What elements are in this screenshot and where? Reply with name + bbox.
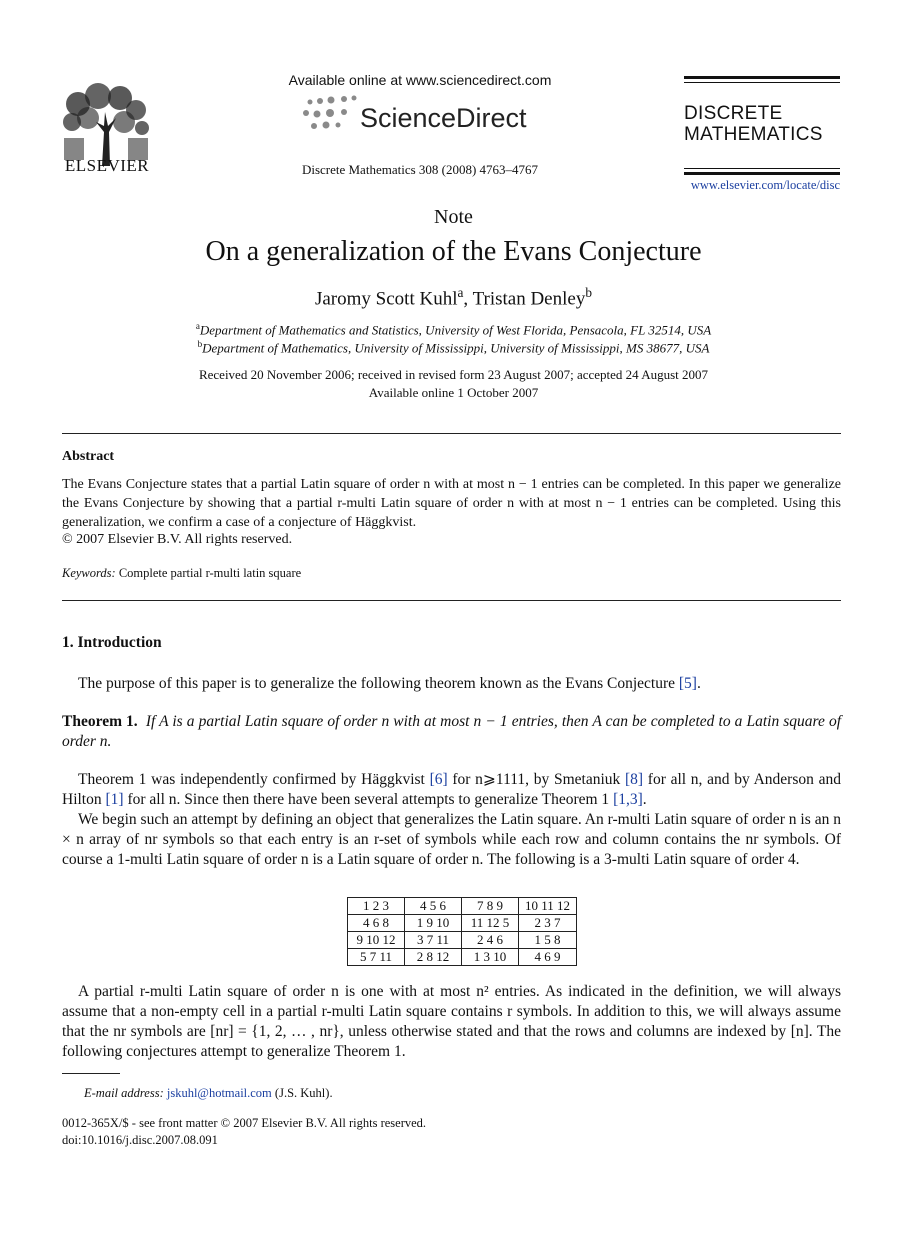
author-2-affil-mark: b [585, 285, 592, 300]
footnote-rule [62, 1073, 120, 1074]
author-1-affil-mark: a [457, 285, 464, 300]
citation-link[interactable]: [6] [429, 771, 448, 788]
journal-rule-bottom-thick [684, 172, 840, 175]
paragraph-confirm-text-2: for n⩾1111, by Smetaniuk [447, 771, 625, 788]
journal-title [684, 103, 844, 145]
table-row [348, 932, 577, 949]
sciencedirect-wordmark: ScienceDirect [360, 103, 527, 133]
email-footnote [84, 1086, 333, 1101]
affiliation-b-text: Department of Mathematics, University of Mississippi, University of Mississippi, MS 38677, USA [202, 340, 710, 356]
author-separator: , [463, 288, 473, 310]
doi-line: doi:10.1016/j.disc.2007.08.091 [62, 1133, 218, 1147]
table-cell: 4 6 9 [519, 949, 577, 966]
table-cell: 7 8 9 [462, 898, 519, 915]
paragraph-intro-text: The purpose of this paper is to generalize the following theorem known as the Evans Conjecture [78, 675, 679, 692]
journal-rule-bottom-thin [684, 168, 840, 169]
table-row [348, 898, 577, 915]
affiliation-b-mark: b [197, 339, 203, 349]
table-cell: 1 3 10 [462, 949, 519, 966]
author-list [0, 285, 907, 310]
keywords-text: Complete partial r-multi latin square [118, 566, 302, 580]
journal-title-line2: MATHEMATICS [684, 124, 823, 145]
journal-url-link[interactable]: www.elsevier.com/locate/disc [690, 178, 840, 192]
affiliation-a [0, 321, 907, 338]
email-label: E-mail address: [84, 1086, 164, 1100]
theorem-1 [62, 712, 841, 752]
table-cell: 11 12 5 [462, 915, 519, 932]
journal-rule-top-thin [684, 82, 840, 83]
table-cell: 4 6 8 [348, 915, 405, 932]
author-2: Tristan Denley [472, 288, 586, 310]
table-cell: 3 7 11 [405, 932, 462, 949]
citation-link[interactable]: [1,3] [613, 791, 643, 808]
latin-square-table [347, 897, 577, 966]
keywords [62, 566, 301, 581]
email-link[interactable]: jskuhl@hotmail.com [166, 1086, 272, 1100]
affiliation-a-mark: a [195, 321, 200, 331]
table-cell: 1 5 8 [519, 932, 577, 949]
available-online-text: Available online at www.sciencedirect.com [288, 72, 552, 88]
paragraph-confirm-text-4: for all n. Since then there have been several attempts to generalize Theorem 1 [123, 791, 614, 808]
theorem-1-label: Theorem 1. [62, 713, 138, 730]
table-cell: 1 2 3 [348, 898, 405, 915]
citation-link[interactable]: [5] [678, 675, 697, 692]
journal-rule-top-thick [684, 76, 840, 79]
abstract-heading: Abstract [62, 449, 115, 464]
citation-link[interactable]: [8] [625, 771, 644, 788]
paper-title: On a generalization of the Evans Conjecture [205, 236, 702, 267]
table-cell: 9 10 12 [348, 932, 405, 949]
publisher-name: ELSEVIER [64, 156, 150, 175]
affiliation-b [0, 339, 907, 356]
abstract-rule-bottom [62, 600, 841, 601]
received-dates: Received 20 November 2006; received in revised form 23 August 2007; accepted 24 August 2007 [198, 367, 709, 382]
abstract-body: The Evans Conjecture states that a partial Latin square of order n with at most n − 1 entries can be completed. In this paper we generalize the Evans Conjecture by showing that a partial r-multi Latin square of order n with at most n − 1 entries can be completed. Using this generalization, we confirm a case of a conjecture of Häggkvist. [62, 477, 841, 530]
abstract-rule-top [62, 433, 841, 434]
theorem-1-statement: If A is a partial Latin square of order n with at most n − 1 entries, then A can be completed to a Latin square of order n. [62, 713, 842, 750]
paragraph-confirm-text-3: for all n, and by Anderson and Hilton [62, 771, 841, 808]
table-row [348, 949, 577, 966]
table-cell: 5 7 11 [348, 949, 405, 966]
abstract-copyright: © 2007 Elsevier B.V. All rights reserved. [62, 532, 293, 547]
table-cell: 2 8 12 [405, 949, 462, 966]
section-heading-introduction: 1. Introduction [62, 634, 162, 651]
issn-line: 0012-365X/$ - see front matter © 2007 Elsevier B.V. All rights reserved. [62, 1116, 427, 1130]
journal-reference: Discrete Mathematics 308 (2008) 4763–4767 [301, 162, 539, 177]
affiliation-a-text: Department of Mathematics and Statistics, University of West Florida, Pensacola, FL 32514, USA [199, 322, 712, 338]
table-cell: 2 4 6 [462, 932, 519, 949]
paragraph-confirmations [62, 770, 841, 810]
journal-title-line1: DISCRETE [684, 103, 783, 124]
table-cell: 10 11 12 [519, 898, 577, 915]
table-cell: 4 5 6 [405, 898, 462, 915]
paragraph-partial-square: A partial r-multi Latin square of order n is one with at most n² entries. As indicated in the definition, we will always assume that a non-empty cell in a partial r-multi Latin square contains r symbols. In addition to this, we will always assume that the nr symbols are [nr] = {1, 2, … , nr}, unless otherwise stated and that the rows and columns are indexed by [n]. The following conjectures attempt to generalize Theorem 1. [62, 983, 841, 1060]
author-1: Jaromy Scott Kuhl [314, 288, 458, 310]
sciencedirect-dots-icon [300, 94, 360, 134]
table-cell: 1 9 10 [405, 915, 462, 932]
table-cell: 2 3 7 [519, 915, 577, 932]
paragraph-confirm-text-5: . [642, 791, 647, 808]
table-row [348, 915, 577, 932]
paragraph-intro-end: . [696, 675, 701, 692]
citation-link[interactable]: [1] [105, 791, 124, 808]
available-online-date: Available online 1 October 2007 [368, 385, 539, 400]
note-label: Note [434, 206, 473, 228]
paragraph-definition: We begin such an attempt by defining an object that generalizes the Latin square. An r-multi Latin square of order n is an n × n array of nr symbols so that each entry is an r-set of symbols while each row and column contains the nr symbols. Of course a 1-multi Latin square of order n is a Latin square of order n. The following is a 3-multi Latin square of order 4. [62, 811, 841, 868]
keywords-label: Keywords: [62, 566, 116, 580]
paragraph-intro [62, 674, 841, 694]
email-owner: (J.S. Kuhl). [271, 1086, 333, 1100]
paragraph-confirm-text-1: Theorem 1 was independently confirmed by Häggkvist [78, 771, 430, 788]
